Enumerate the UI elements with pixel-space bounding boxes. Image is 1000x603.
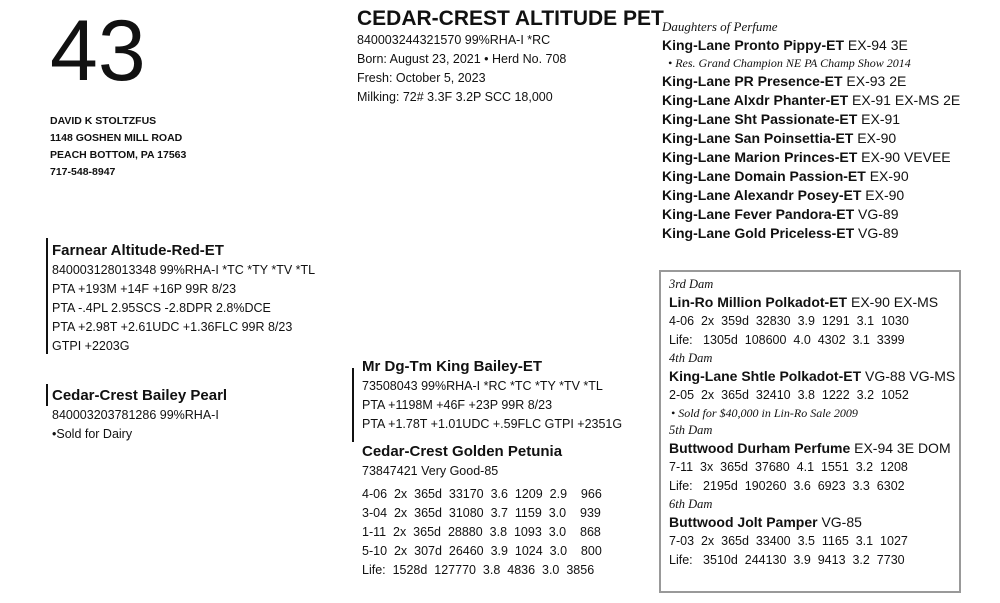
sire-line: PTA +2.98T +2.61UDC +1.36FLC 99R 8/23 [52,320,293,334]
fourth-dam-name: King-Lane Shtle Polkadot-ET VG-88 VG-MS [669,368,956,384]
fourth-dam-note: • Sold for $40,000 in Lin-Ro Sale 2009 [671,406,858,420]
owner-phone: 717-548-8947 [50,166,116,178]
sixth-dam-record: 7-03 2x 365d 33400 3.5 1165 3.1 1027 [669,534,908,548]
owner-address1: 1148 GOSHEN MILL ROAD [50,132,183,144]
owner-block [50,113,186,181]
daughter-item: King-Lane Gold Priceless-ET VG-89 [662,225,899,241]
dam-name: Cedar-Crest Bailey Pearl [52,387,228,404]
daughter-item: King-Lane Sht Passionate-ET EX-91 [662,111,901,127]
owner-address2: PEACH BOTTOM, PA 17563 [50,149,187,161]
daughter-item: King-Lane Fever Pandora-ET VG-89 [662,206,899,222]
mgs-line: 73508043 99%RHA-I *RC *TC *TY *TV *TL [362,379,603,393]
fifth-dam-record: Life: 2195d 190260 3.6 6923 3.3 6302 [669,479,905,493]
third-dam-record: 4-06 2x 359d 32830 3.9 1291 3.1 1030 [669,314,909,328]
animal-name: CEDAR-CREST ALTITUDE PET [357,7,664,30]
lot-number: 43 [50,3,146,99]
animal-fresh: Fresh: October 5, 2023 [357,71,486,85]
daughter-item: King-Lane San Poinsettia-ET EX-90 [662,130,897,146]
sire-line: GTPI +2203G [52,339,130,353]
daughter-item: King-Lane Domain Passion-ET EX-90 [662,168,909,184]
fifth-dam-label: 5th Dam [669,423,713,437]
animal-born: Born: August 23, 2021 • Herd No. 708 [357,52,567,66]
third-dam-record: Life: 1305d 108600 4.0 4302 3.1 3399 [669,333,905,347]
granddam-record: 4-06 2x 365d 33170 3.6 1209 2.9 966 [362,487,602,501]
fourth-dam-label: 4th Dam [669,351,713,365]
dam-block [52,386,227,444]
daughter-item: King-Lane PR Presence-ET EX-93 2E [662,73,907,89]
granddam-record: 5-10 2x 307d 26460 3.9 1024 3.0 800 [362,544,602,558]
daughter-item: King-Lane Alxdr Phanter-ET EX-91 EX-MS 2E [662,92,961,108]
animal-block [357,7,664,107]
daughter-item: King-Lane Alexandr Posey-ET EX-90 [662,187,905,203]
fifth-dam-name: Buttwood Durham Perfume EX-94 3E DOM [669,440,951,456]
mgs-name: Mr Dg-Tm King Bailey-ET [362,358,543,375]
sire-line: 840003128013348 99%RHA-I *TC *TY *TV *TL [52,263,316,277]
daughters-block [662,18,960,243]
fourth-dam-record: 2-05 2x 365d 32410 3.8 1222 3.2 1052 [669,388,909,402]
sire-name: Farnear Altitude-Red-ET [52,242,224,259]
daughters-heading: Daughters of Perfume [662,19,778,34]
mgs-line: PTA +1.78T +1.01UDC +.59FLC GTPI +2351G [362,417,623,431]
dam-note: •Sold for Dairy [52,427,133,441]
owner-name: DAVID K STOLTZFUS [50,115,157,127]
sixth-dam-record: Life: 3510d 244130 3.9 9413 3.2 7730 [669,553,905,567]
dam-id: 840003203781286 99%RHA-I [52,408,219,422]
third-dam-name: Lin-Ro Million Polkadot-ET EX-90 EX-MS [669,294,939,310]
fifth-dam-record: 7-11 3x 365d 37680 4.1 1551 3.2 1208 [669,460,908,474]
sixth-dam-label: 6th Dam [669,497,713,511]
daughter-note: • Res. Grand Champion NE PA Champ Show 2014 [668,56,911,70]
granddam-block [362,442,602,580]
daughter-item: King-Lane Marion Princes-ET EX-90 VEVEE [662,149,951,165]
granddam-record: 3-04 2x 365d 31080 3.7 1159 3.0 939 [362,506,601,520]
mgs-block [362,357,622,434]
sire-block [52,241,315,356]
dam-bracket [46,384,48,406]
sire-bracket [46,238,48,354]
daughter-item: King-Lane Pronto Pippy-ET EX-94 3E [662,37,908,53]
animal-id: 840003244321570 99%RHA-I *RC [357,33,551,47]
granddam-record: Life: 1528d 127770 3.8 4836 3.0 3856 [362,563,595,577]
granddam-id: 73847421 Very Good-85 [362,464,499,478]
sire-line: PTA -.4PL 2.95SCS -2.8DPR 2.8%DCE [52,301,271,315]
ancestry-box [659,270,961,593]
third-dam-label: 3rd Dam [669,277,714,291]
granddam-record: 1-11 2x 365d 28880 3.8 1093 3.0 868 [362,525,601,539]
sire-line: PTA +193M +14F +16P 99R 8/23 [52,282,237,296]
mgs-bracket [352,368,354,442]
granddam-name: Cedar-Crest Golden Petunia [362,443,563,460]
animal-milking: Milking: 72# 3.3F 3.2P SCC 18,000 [357,90,553,104]
sixth-dam-name: Buttwood Jolt Pamper VG-85 [669,514,862,530]
mgs-line: PTA +1198M +46F +23P 99R 8/23 [362,398,553,412]
